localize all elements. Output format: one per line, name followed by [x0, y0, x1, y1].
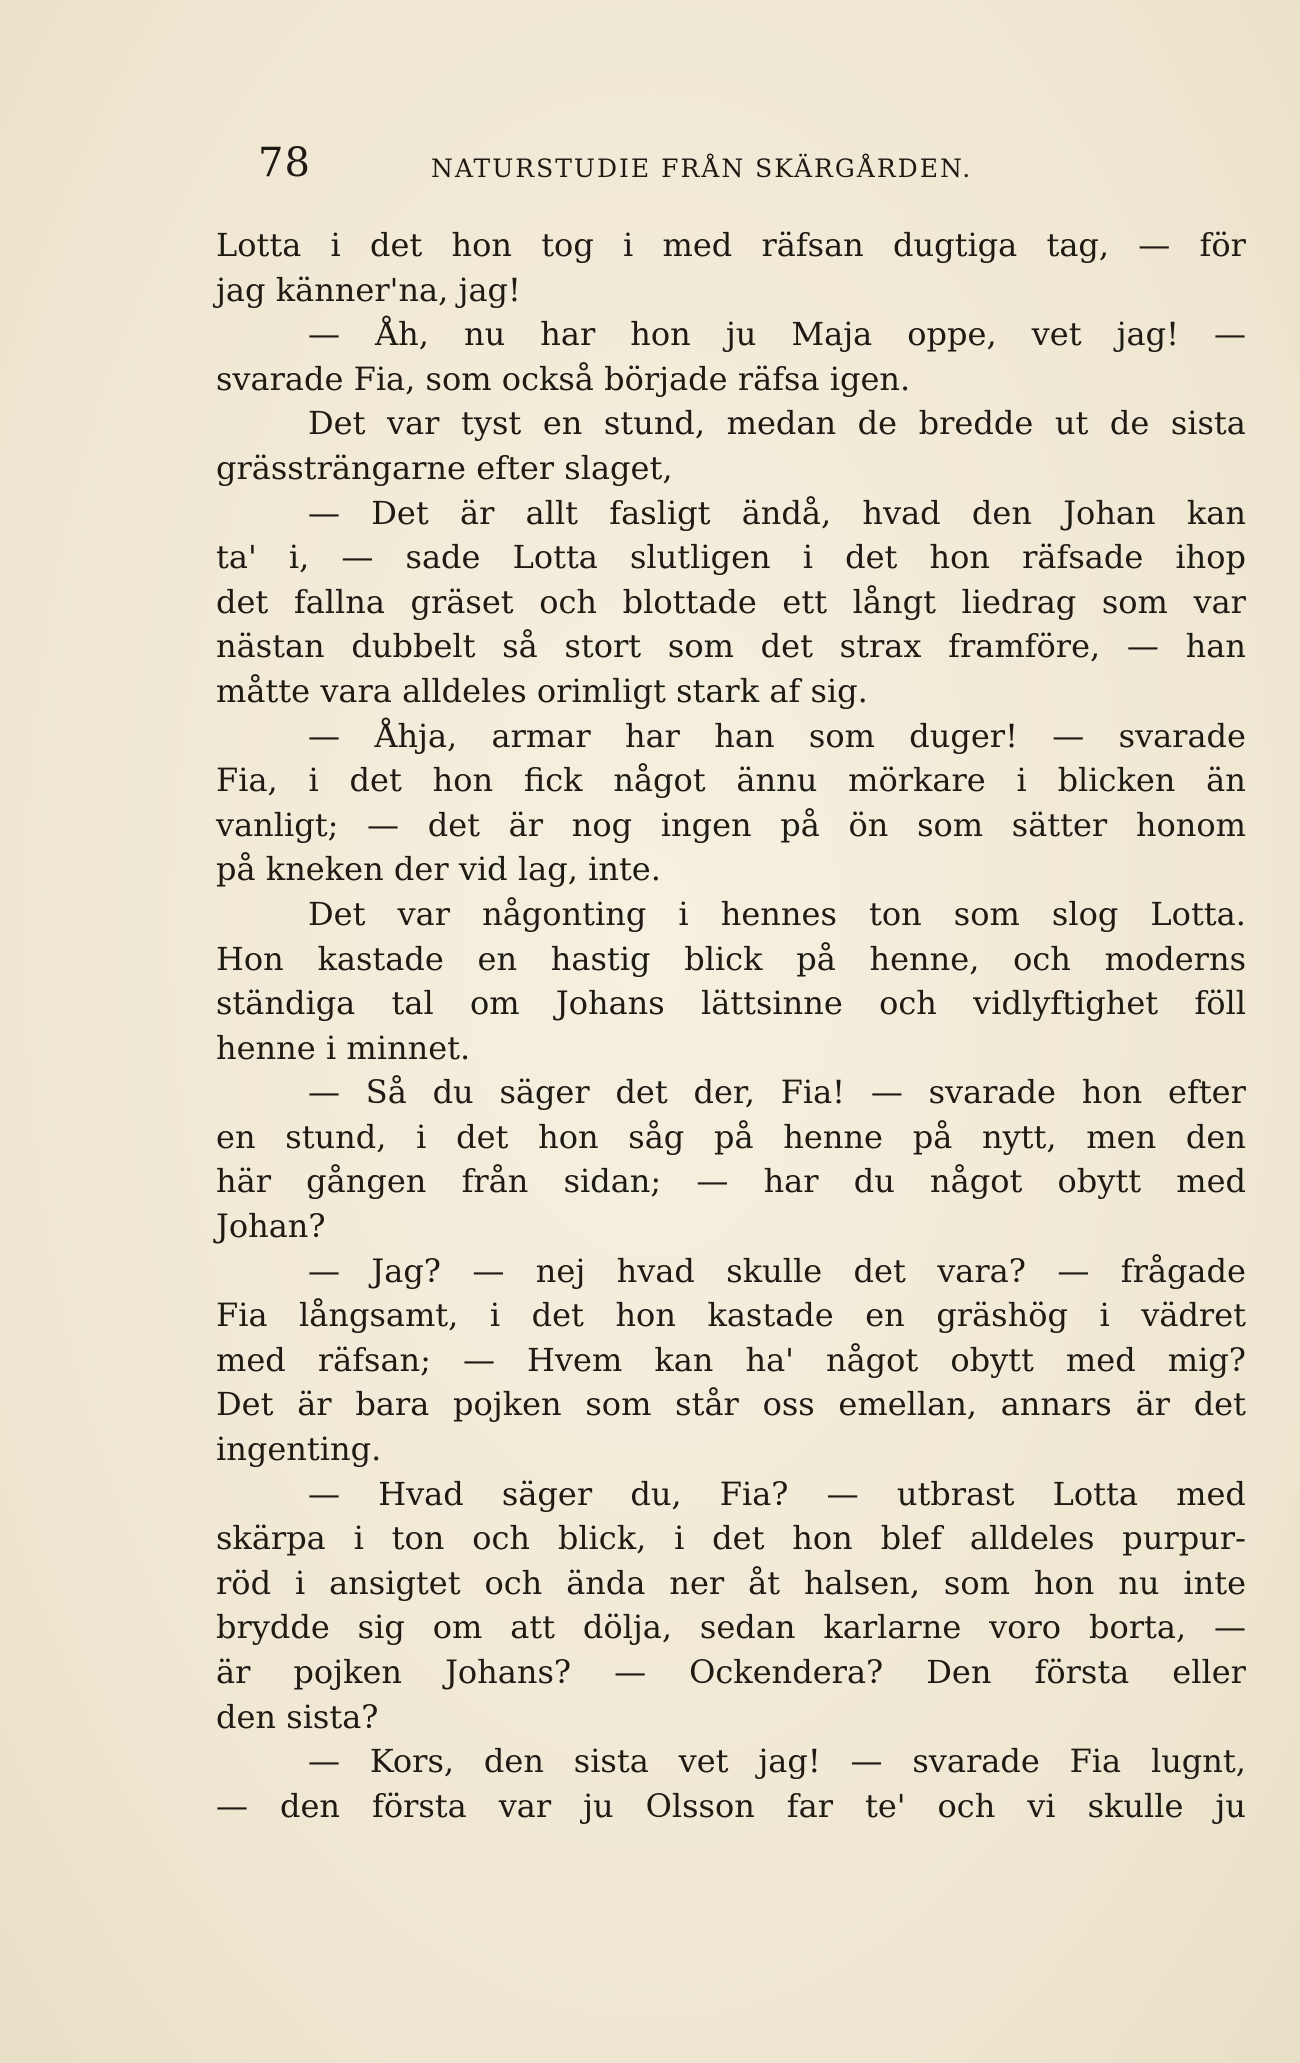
- text-line: — den första var ju Olsson far te' och vi skulle ju: [216, 1786, 1246, 1825]
- body-text: [216, 223, 1246, 1828]
- text-line: Johan?: [216, 1207, 326, 1246]
- text-line: skärpa i ton och blick, i det hon blef alldeles purpur-: [216, 1519, 1246, 1558]
- text-line: nästan dubbelt så stort som det strax framföre, — han: [216, 627, 1246, 666]
- text-line: Det är bara pojken som står oss emellan, annars är det: [216, 1385, 1246, 1424]
- text-line: Fia, i det hon fick något ännu mörkare i blicken än: [216, 761, 1246, 800]
- text-line: henne i minnet.: [216, 1028, 471, 1067]
- text-line: röd i ansigtet och ända ner åt halsen, som hon nu inte: [216, 1563, 1246, 1602]
- text-line: jag känner'na, jag!: [216, 270, 521, 309]
- text-line: här gången från sidan; — har du något obytt med: [216, 1162, 1246, 1201]
- text-line: ständiga tal om Johans lättsinne och vidlyftighet föll: [216, 984, 1246, 1023]
- text-line: Lotta i det hon tog i med räfsan dugtiga tag, — för: [216, 226, 1246, 264]
- text-line: grässträngarne efter slaget,: [216, 448, 673, 487]
- text-line: vanligt; — det är nog ingen på ön som sätter honom: [216, 805, 1246, 844]
- text-line: svarade Fia, som också började räfsa igen.: [216, 359, 911, 398]
- text-line: med räfsan; — Hvem kan ha' något obytt med mig?: [216, 1340, 1246, 1379]
- text-line: det fallna gräset och blottade ett långt liedrag som var: [216, 582, 1246, 621]
- text-line: Fia långsamt, i det hon kastade en gräshög i vädret: [216, 1296, 1246, 1335]
- text-line: brydde sig om att dölja, sedan karlarne voro borta, —: [216, 1608, 1246, 1647]
- text-line: — Jag? — nej hvad skulle det vara? — frågade: [308, 1251, 1246, 1290]
- running-title: NATURSTUDIE FRÅN SKÄRGÅRDEN.: [431, 154, 973, 183]
- text-line: måtte vara alldeles orimligt stark af sig.: [216, 671, 868, 710]
- text-line: är pojken Johans? — Ockendera? Den första eller: [216, 1653, 1246, 1691]
- text-line: — Åh, nu har hon ju Maja oppe, vet jag! —: [308, 315, 1246, 354]
- text-line: — Kors, den sista vet jag! — svarade Fia lugnt,: [308, 1742, 1246, 1781]
- text-line: ingenting.: [216, 1430, 382, 1469]
- text-line: Hon kastade en hastig blick på henne, och moderns: [216, 939, 1246, 978]
- text-line: Det var någonting i hennes ton som slog Lotta.: [308, 894, 1246, 933]
- page-number: 78: [258, 140, 311, 186]
- running-head: [258, 140, 1258, 200]
- text-line: — Så du säger det der, Fia! — svarade hon efter: [308, 1073, 1246, 1112]
- text-line: — Åhja, armar har han som duger! — svarade: [308, 716, 1246, 755]
- text-line: — Hvad säger du, Fia? — utbrast Lotta med: [308, 1474, 1246, 1513]
- text-line: — Det är allt fasligt ändå, hvad den Johan kan: [308, 493, 1246, 532]
- text-line: på kneken der vid lag, inte.: [216, 850, 661, 889]
- text-line: den sista?: [216, 1697, 379, 1736]
- text-line: en stund, i det hon såg på henne på nytt, men den: [216, 1117, 1246, 1156]
- text-line: ta' i, — sade Lotta slutligen i det hon räfsade ihop: [216, 538, 1246, 577]
- text-line: Det var tyst en stund, medan de bredde ut de sista: [308, 404, 1246, 443]
